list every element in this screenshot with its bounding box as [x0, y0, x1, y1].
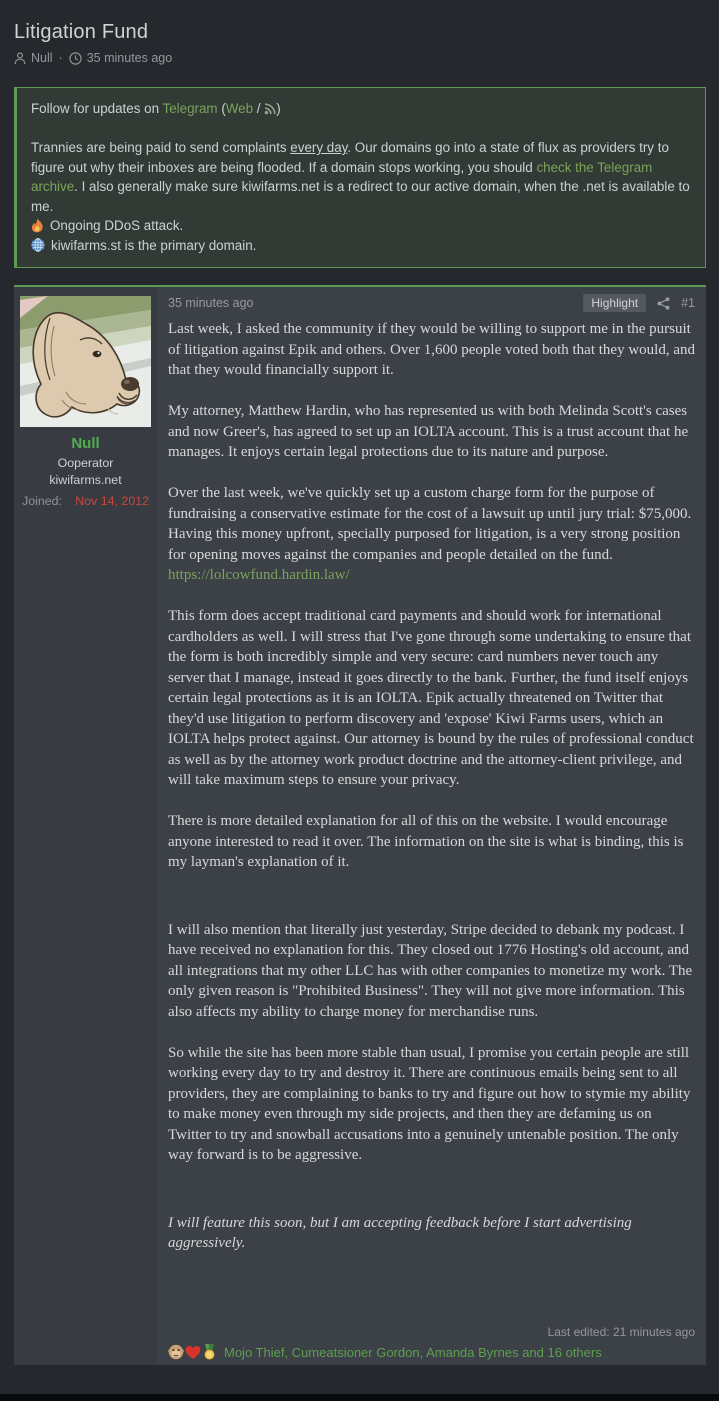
fund-link-line	[168, 565, 695, 586]
post-message-cell	[157, 287, 706, 1365]
page	[0, 21, 719, 1365]
post-paragraph: Last week, I asked the community if they would be willing to support me in the pursuit of litigation against Epik and others. Over 1,600 people voted both that they would, and that they would financially support it.	[168, 321, 695, 378]
bottom-strip	[0, 1394, 719, 1401]
clock-icon	[69, 52, 82, 65]
thread-title: Litigation Fund	[14, 21, 149, 43]
person-icon	[14, 52, 26, 65]
monkey-face-reaction-icon	[168, 1344, 184, 1360]
share-icon[interactable]	[657, 297, 670, 310]
rss-icon[interactable]	[264, 103, 276, 115]
post-paragraph: Over the last week, we've quickly set up a custom charge form for the purpose of fundraising a conservative estimate for the cost of a lawsuit up until jury trial: $75,000. Having this money upfront, specially purposed for litigation, is a very strong position for opening moves against the companies and people detailed on the fund.	[168, 485, 692, 563]
post-user-cell	[14, 287, 157, 1365]
ddos-status-text: Ongoing DDoS attack.	[50, 218, 184, 233]
joined-date: Nov 14, 2012	[75, 494, 149, 508]
slash-separator: /	[253, 101, 265, 116]
reaction-icons[interactable]	[168, 1344, 217, 1360]
telegram-web-link[interactable]: Web	[225, 101, 254, 116]
globe-icon	[31, 238, 45, 252]
notice-text-1: Trannies are being paid to send complaints	[31, 140, 291, 155]
reaction-bar	[168, 1344, 695, 1360]
fire-icon	[31, 218, 44, 233]
avatar[interactable]	[20, 296, 151, 427]
highlight-button[interactable]: Highlight	[583, 294, 646, 312]
winner-medal-reaction-icon	[202, 1344, 217, 1360]
thread-time: 35 minutes ago	[86, 51, 173, 65]
post-header	[168, 294, 695, 312]
thread-author-link[interactable]: Null	[31, 51, 53, 65]
pinned-notice	[14, 87, 706, 268]
thread-meta	[14, 51, 706, 65]
notice-text-3: . I also generally make sure kiwifarms.net is a redirect to our active domain, when the .net is available to me.	[31, 179, 690, 214]
follow-prefix: Follow for updates on	[31, 101, 163, 116]
primary-domain-line	[31, 236, 691, 256]
post-paragraph: This form does accept traditional card payments and should work for international cardholders as well. I will stress that I've gone through some undertaking to ensure that the form is both incredibly simple and very secure: card numbers never touch any server that I manage, instead it goes directly to the bank. Further, the fund itself enjoys certain legal protections as it is an IOLTA. Epik actually threatened on Twitter that they'd use litigation to perform discovery and 'expose' Kiwi Farms users, which an IOLTA helps protect against. Our attorney is bound by the rules of professional conduct as well as by the attorney work product doctrine and the attorney-client privilege, and will take maximum steps to ensure your privacy.	[168, 608, 694, 788]
joined-row	[20, 494, 151, 508]
paren-close: )	[276, 101, 281, 116]
post-paragraph: There is more detailed explanation for all of this on the website. I would encourage anyone interested to read it over. The information on the site is what is binding, this is my layman's explanation of it.	[168, 813, 684, 870]
telegram-link[interactable]: Telegram	[162, 101, 218, 116]
reaction-names-link[interactable]: Mojo Thief, Cumeatsioner Gordon, Amanda Byrnes and 16 others	[224, 1344, 602, 1360]
post-username[interactable]: Null	[71, 435, 100, 452]
post-number-link[interactable]: #1	[681, 296, 695, 310]
paren-open: (	[217, 101, 226, 116]
last-edited: Last edited: 21 minutes ago	[547, 1325, 695, 1339]
underlined-every-day: every day	[290, 140, 348, 155]
fund-link[interactable]: https://lolcowfund.hardin.law/	[168, 567, 350, 583]
user-role: Ooperator	[57, 456, 114, 470]
ddos-status-line	[31, 216, 691, 236]
post-paragraph: So while the site has been more stable than usual, I promise you certain people are still working every day to try and destroy it. There are continuous emails being sent to all providers, they are complaining to banks to try and figure out how to stymie my ability to make money even through my side projects, and then they are defaming us on Twitter to try and snowball accusations into a genuinely untenable position. The only way forward is to be aggressive.	[168, 1044, 691, 1163]
joined-label: Joined:	[22, 494, 62, 508]
notice-paragraph	[31, 138, 691, 216]
post-paragraph-italic: I will feature this soon, but I am accepting feedback before I start advertising aggressively.	[168, 1214, 632, 1251]
post-body	[168, 319, 695, 1325]
post-paragraph: My attorney, Matthew Hardin, who has represented us with both Melinda Scott's cases and now Greer's, has agreed to set up an IOLTA account. This is a trust account that he manages. It enjoys certain legal protections due to its nature and purpose.	[168, 403, 689, 460]
primary-domain-text: kiwifarms.st is the primary domain.	[51, 237, 257, 253]
user-site: kiwifarms.net	[49, 473, 122, 487]
notice-text-2: . Our domains go into a state of flux as providers try to figure out why their inboxes are being flooded. If a domain stops working, you should	[31, 140, 669, 175]
telegram-archive-link[interactable]: check the Telegram archive	[31, 159, 653, 194]
post-timestamp[interactable]: 35 minutes ago	[168, 296, 254, 310]
post	[14, 285, 706, 1365]
post-footer	[168, 1325, 695, 1360]
post-paragraph: I will also mention that literally just yesterday, Stripe decided to debank my podcast. I have received no explanation for this. They closed out 1776 Hosting's old account, and all integrations that my other LLC has with other companies to monetize my work. The only given reason is "Prohibited Business". They will not give more information. This also affects my ability to charge money for merchandise runs.	[168, 921, 693, 1020]
notice-follow-line	[31, 99, 691, 119]
heart-reaction-icon	[185, 1345, 201, 1360]
meta-separator: ·	[58, 51, 63, 65]
